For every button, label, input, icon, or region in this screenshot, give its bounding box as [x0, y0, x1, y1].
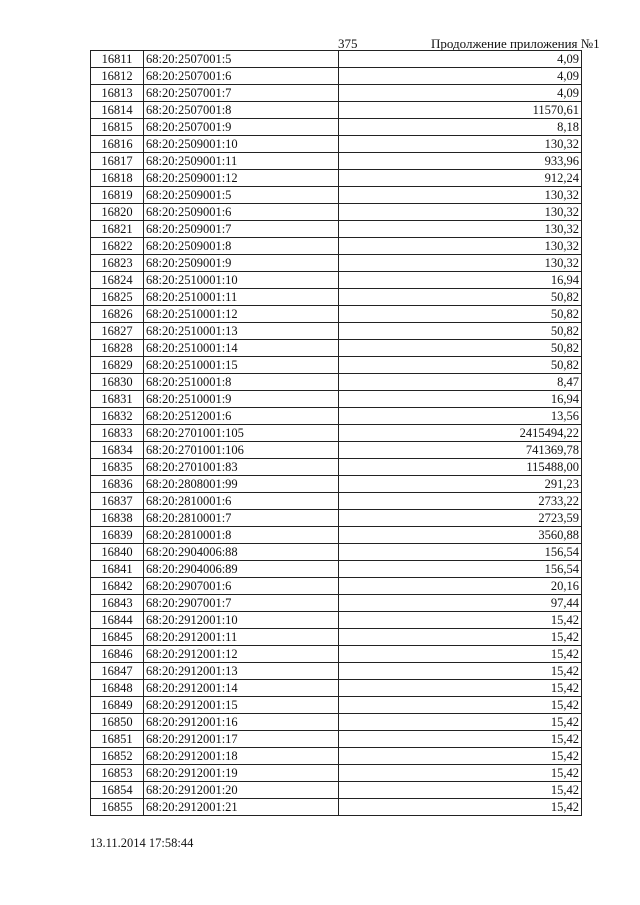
table-row	[91, 578, 582, 595]
table-row	[91, 238, 582, 255]
row-value: 130,32	[339, 221, 582, 238]
row-value: 4,09	[339, 85, 582, 102]
row-number: 16843	[91, 595, 144, 612]
row-number: 16830	[91, 374, 144, 391]
row-value: 291,23	[339, 476, 582, 493]
row-number: 16839	[91, 527, 144, 544]
cadastral-number: 68:20:2509001:8	[144, 238, 339, 255]
cadastral-number: 68:20:2912001:16	[144, 714, 339, 731]
table-row	[91, 204, 582, 221]
row-number: 16818	[91, 170, 144, 187]
row-number: 16840	[91, 544, 144, 561]
table-row	[91, 289, 582, 306]
table-row	[91, 612, 582, 629]
cadastral-number: 68:20:2912001:12	[144, 646, 339, 663]
row-number: 16848	[91, 680, 144, 697]
table-row	[91, 187, 582, 204]
table-row	[91, 323, 582, 340]
cadastral-number: 68:20:2701001:106	[144, 442, 339, 459]
table-row	[91, 527, 582, 544]
table-row	[91, 459, 582, 476]
cadastral-number: 68:20:2912001:21	[144, 799, 339, 816]
row-number: 16854	[91, 782, 144, 799]
table-row	[91, 119, 582, 136]
table-row	[91, 306, 582, 323]
table-row	[91, 731, 582, 748]
row-number: 16855	[91, 799, 144, 816]
row-number: 16822	[91, 238, 144, 255]
cadastral-number: 68:20:2810001:8	[144, 527, 339, 544]
row-value: 15,42	[339, 629, 582, 646]
table-row	[91, 68, 582, 85]
cadastral-number: 68:20:2810001:7	[144, 510, 339, 527]
row-number: 16835	[91, 459, 144, 476]
cadastral-number: 68:20:2907001:7	[144, 595, 339, 612]
row-value: 912,24	[339, 170, 582, 187]
row-number: 16852	[91, 748, 144, 765]
cadastral-number: 68:20:2510001:9	[144, 391, 339, 408]
table-row	[91, 51, 582, 68]
table-row	[91, 102, 582, 119]
table-row	[91, 748, 582, 765]
table-row	[91, 391, 582, 408]
row-number: 16847	[91, 663, 144, 680]
row-value: 50,82	[339, 289, 582, 306]
row-value: 20,16	[339, 578, 582, 595]
cadastral-number: 68:20:2912001:13	[144, 663, 339, 680]
row-value: 156,54	[339, 544, 582, 561]
row-value: 13,56	[339, 408, 582, 425]
cadastral-number: 68:20:2510001:11	[144, 289, 339, 306]
cadastral-number: 68:20:2912001:18	[144, 748, 339, 765]
table-row	[91, 85, 582, 102]
row-number: 16845	[91, 629, 144, 646]
row-number: 16844	[91, 612, 144, 629]
row-value: 2733,22	[339, 493, 582, 510]
row-value: 11570,61	[339, 102, 582, 119]
row-value: 130,32	[339, 204, 582, 221]
row-value: 15,42	[339, 731, 582, 748]
row-value: 4,09	[339, 51, 582, 68]
cadastral-number: 68:20:2701001:105	[144, 425, 339, 442]
row-value: 8,47	[339, 374, 582, 391]
row-value: 15,42	[339, 782, 582, 799]
table-row	[91, 272, 582, 289]
table-row	[91, 510, 582, 527]
row-number: 16846	[91, 646, 144, 663]
table-row	[91, 374, 582, 391]
table-row	[91, 782, 582, 799]
cadastral-number: 68:20:2510001:13	[144, 323, 339, 340]
print-timestamp: 13.11.2014 17:58:44	[90, 836, 194, 850]
row-value: 50,82	[339, 306, 582, 323]
row-number: 16824	[91, 272, 144, 289]
table-row	[91, 544, 582, 561]
register-table-body	[91, 51, 582, 816]
row-value: 15,42	[339, 799, 582, 816]
cadastral-number: 68:20:2510001:15	[144, 357, 339, 374]
row-value: 15,42	[339, 646, 582, 663]
row-value: 50,82	[339, 323, 582, 340]
cadastral-number: 68:20:2912001:11	[144, 629, 339, 646]
cadastral-number: 68:20:2912001:20	[144, 782, 339, 799]
cadastral-number: 68:20:2507001:5	[144, 51, 339, 68]
cadastral-number: 68:20:2912001:10	[144, 612, 339, 629]
table-row	[91, 646, 582, 663]
row-value: 2723,59	[339, 510, 582, 527]
row-value: 15,42	[339, 612, 582, 629]
row-number: 16837	[91, 493, 144, 510]
cadastral-number: 68:20:2808001:99	[144, 476, 339, 493]
row-value: 15,42	[339, 765, 582, 782]
row-value: 50,82	[339, 357, 582, 374]
row-number: 16825	[91, 289, 144, 306]
table-row	[91, 663, 582, 680]
table-row	[91, 765, 582, 782]
row-number: 16819	[91, 187, 144, 204]
row-number: 16814	[91, 102, 144, 119]
cadastral-number: 68:20:2510001:8	[144, 374, 339, 391]
table-row	[91, 561, 582, 578]
row-value: 15,42	[339, 714, 582, 731]
cadastral-number: 68:20:2510001:14	[144, 340, 339, 357]
row-value: 15,42	[339, 697, 582, 714]
cadastral-number: 68:20:2510001:10	[144, 272, 339, 289]
table-row	[91, 255, 582, 272]
table-row	[91, 221, 582, 238]
cadastral-number: 68:20:2507001:8	[144, 102, 339, 119]
row-value: 115488,00	[339, 459, 582, 476]
table-row	[91, 357, 582, 374]
cadastral-number: 68:20:2904006:88	[144, 544, 339, 561]
row-value: 3560,88	[339, 527, 582, 544]
cadastral-number: 68:20:2912001:17	[144, 731, 339, 748]
table-row	[91, 799, 582, 816]
row-value: 741369,78	[339, 442, 582, 459]
row-value: 15,42	[339, 680, 582, 697]
table-row	[91, 697, 582, 714]
table-row	[91, 442, 582, 459]
table-row	[91, 425, 582, 442]
row-value: 933,96	[339, 153, 582, 170]
row-value: 16,94	[339, 272, 582, 289]
row-number: 16813	[91, 85, 144, 102]
row-number: 16811	[91, 51, 144, 68]
row-value: 156,54	[339, 561, 582, 578]
row-value: 2415494,22	[339, 425, 582, 442]
register-table	[90, 50, 582, 816]
row-value: 130,32	[339, 187, 582, 204]
page-number: 375	[338, 36, 358, 51]
row-number: 16817	[91, 153, 144, 170]
row-value: 50,82	[339, 340, 582, 357]
row-value: 16,94	[339, 391, 582, 408]
table-row	[91, 595, 582, 612]
cadastral-number: 68:20:2912001:15	[144, 697, 339, 714]
cadastral-number: 68:20:2904006:89	[144, 561, 339, 578]
row-number: 16827	[91, 323, 144, 340]
cadastral-number: 68:20:2509001:7	[144, 221, 339, 238]
row-number: 16821	[91, 221, 144, 238]
cadastral-number: 68:20:2507001:6	[144, 68, 339, 85]
row-number: 16816	[91, 136, 144, 153]
row-value: 8,18	[339, 119, 582, 136]
row-value: 130,32	[339, 255, 582, 272]
row-value: 15,42	[339, 663, 582, 680]
row-number: 16820	[91, 204, 144, 221]
cadastral-number: 68:20:2907001:6	[144, 578, 339, 595]
row-value: 4,09	[339, 68, 582, 85]
row-number: 16832	[91, 408, 144, 425]
table-row	[91, 493, 582, 510]
row-number: 16812	[91, 68, 144, 85]
continuation-title: Продолжение приложения №1	[431, 36, 600, 51]
row-number: 16836	[91, 476, 144, 493]
cadastral-number: 68:20:2509001:10	[144, 136, 339, 153]
cadastral-number: 68:20:2509001:11	[144, 153, 339, 170]
cadastral-number: 68:20:2509001:9	[144, 255, 339, 272]
row-number: 16838	[91, 510, 144, 527]
row-number: 16828	[91, 340, 144, 357]
cadastral-number: 68:20:2509001:12	[144, 170, 339, 187]
row-number: 16853	[91, 765, 144, 782]
row-number: 16829	[91, 357, 144, 374]
table-row	[91, 340, 582, 357]
row-number: 16842	[91, 578, 144, 595]
table-row	[91, 680, 582, 697]
row-value: 130,32	[339, 136, 582, 153]
row-value: 97,44	[339, 595, 582, 612]
row-number: 16833	[91, 425, 144, 442]
cadastral-number: 68:20:2509001:6	[144, 204, 339, 221]
row-number: 16815	[91, 119, 144, 136]
cadastral-number: 68:20:2507001:9	[144, 119, 339, 136]
table-row	[91, 408, 582, 425]
cadastral-number: 68:20:2512001:6	[144, 408, 339, 425]
cadastral-number: 68:20:2510001:12	[144, 306, 339, 323]
table-row	[91, 714, 582, 731]
table-row	[91, 476, 582, 493]
row-value: 130,32	[339, 238, 582, 255]
table-row	[91, 170, 582, 187]
row-number: 16834	[91, 442, 144, 459]
row-number: 16850	[91, 714, 144, 731]
row-number: 16851	[91, 731, 144, 748]
cadastral-number: 68:20:2912001:14	[144, 680, 339, 697]
row-value: 15,42	[339, 748, 582, 765]
cadastral-number: 68:20:2912001:19	[144, 765, 339, 782]
cadastral-number: 68:20:2507001:7	[144, 85, 339, 102]
table-row	[91, 153, 582, 170]
table-row	[91, 136, 582, 153]
table-row	[91, 629, 582, 646]
row-number: 16841	[91, 561, 144, 578]
row-number: 16849	[91, 697, 144, 714]
row-number: 16831	[91, 391, 144, 408]
cadastral-number: 68:20:2509001:5	[144, 187, 339, 204]
row-number: 16826	[91, 306, 144, 323]
cadastral-number: 68:20:2701001:83	[144, 459, 339, 476]
cadastral-number: 68:20:2810001:6	[144, 493, 339, 510]
row-number: 16823	[91, 255, 144, 272]
